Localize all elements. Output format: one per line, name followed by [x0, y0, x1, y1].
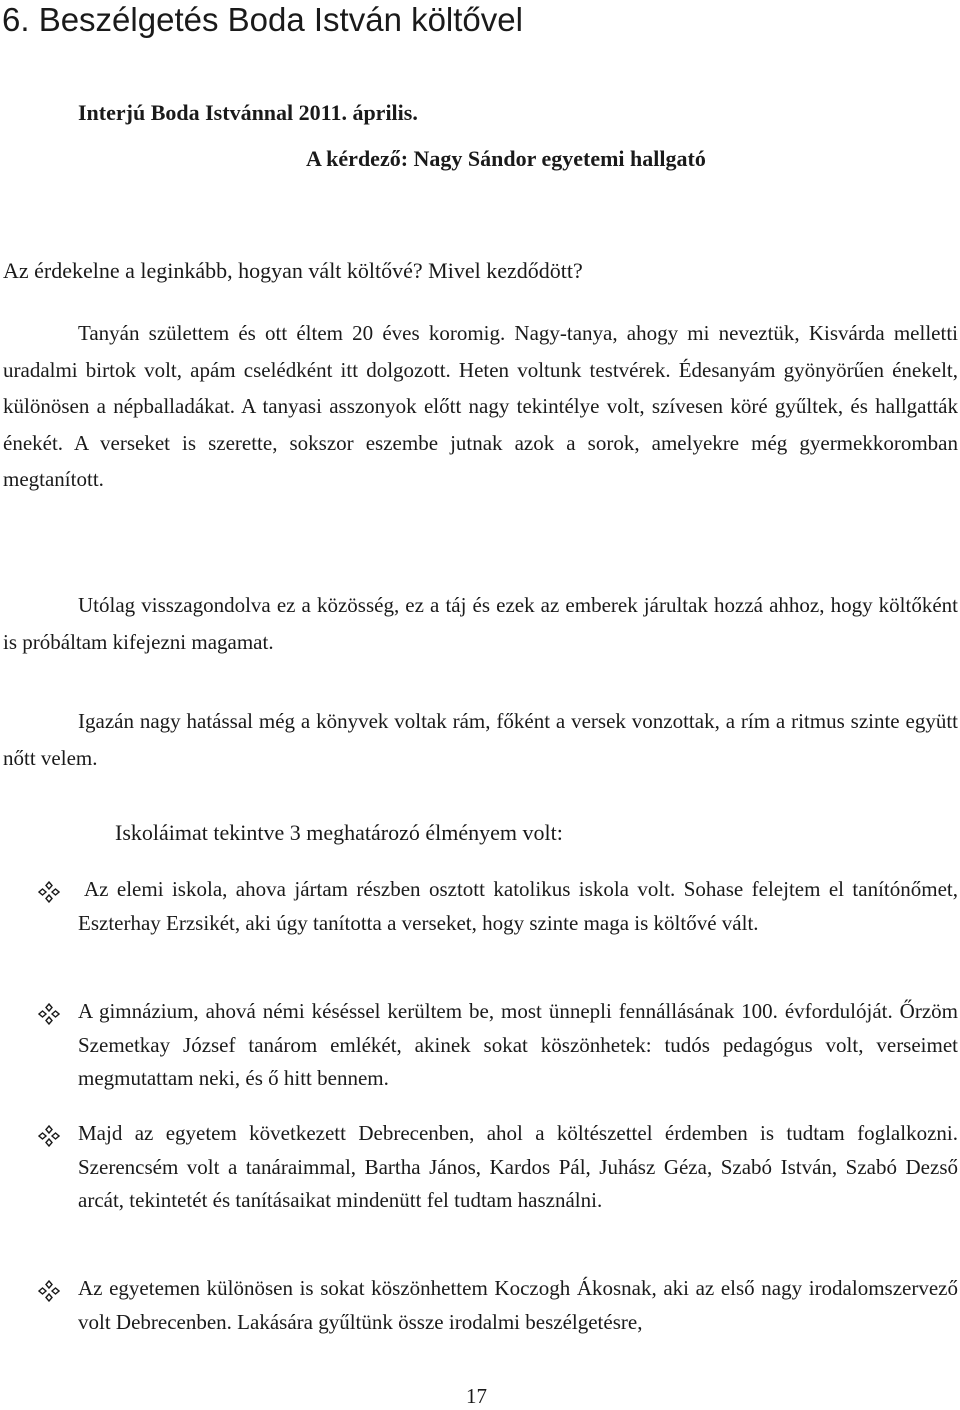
four-diamond-bullet-icon: [38, 1003, 60, 1025]
four-diamond-bullet-icon: [38, 1280, 60, 1302]
paragraph-childhood: Tanyán születtem és ott éltem 20 éves koromig. Nagy-tanya, ahogy mi neveztük, Kisvárda melletti uradalmi birtok volt, apám cselédként itt dolgozott. Heten voltunk testvérek. Édesanyám gyönyörűen énekelt, különösen a népballadákat. A tanyasi asszonyok előtt nagy tekintélye volt, szívesen köré gyűltek, és hallgatták énekét. A verseket is szerette, sokszor eszembe jutnak azok a sorok, amelyekre még gyermekkoromban megtanított.: [3, 321, 958, 491]
list-item-text: Az elemi iskola, ahova jártam részben osztott katolikus iskola volt. Sohase felejtem el tanítónőmet, Eszterhay Erzsikét, aki úgy tanította a verseket, hogy szinte maga is költővé vált.: [78, 877, 958, 935]
list-item-text: A gimnázium, ahová némi késéssel kerültem be, most ünnepli fennállásának 100. évfordulóját. Őrzöm Szemetkay József tanárom emlékét, akinek sokat köszönhetek: tudós pedagógus volt, verseimet megmutattam neki, és ő hitt bennem.: [78, 999, 958, 1090]
interview-date: Interjú Boda Istvánnal 2011. április.: [78, 100, 418, 125]
paragraph-books: Igazán nagy hatással még a könyvek voltak rám, főként a versek vonzottak, a rím a ritmus szinte együtt nőtt velem.: [3, 709, 958, 770]
paragraph-community: Utólag visszagondolva ez a közösség, ez a táj és ezek az emberek járultak hozzá ahhoz, hogy költőként is próbáltam kifejezni magamat.: [3, 593, 958, 654]
page-number: 17: [466, 1384, 487, 1408]
four-diamond-bullet-icon: [38, 881, 60, 903]
interview-question: Az érdekelne a leginkább, hogyan vált költővé? Mivel kezdődött?: [3, 258, 583, 283]
list-item-text: Majd az egyetem következett Debrecenben, ahol a költészettel érdemben is tudtam foglalkozni. Szerencsém volt a tanáraimmal, Bartha János, Kardos Pál, Juhász Géza, Szabó István, Szabó Dezső arcát, tekintetét és tanításaikat mindenütt fel tudtam használni.: [78, 1121, 958, 1212]
interviewer-line: A kérdező: Nagy Sándor egyetemi hallgató: [306, 146, 706, 171]
list-item-text: Az egyetemen különösen is sokat köszönhettem Koczogh Ákosnak, aki az első nagy irodalomszervező volt Debrecenben. Lakására gyűltünk össze irodalmi beszélgetésre,: [78, 1276, 958, 1334]
chapter-title: 6. Beszélgetés Boda István költővel: [2, 1, 523, 38]
four-diamond-bullet-icon: [38, 1125, 60, 1147]
list-intro: Iskoláimat tekintve 3 meghatározó élményem volt:: [115, 820, 563, 845]
